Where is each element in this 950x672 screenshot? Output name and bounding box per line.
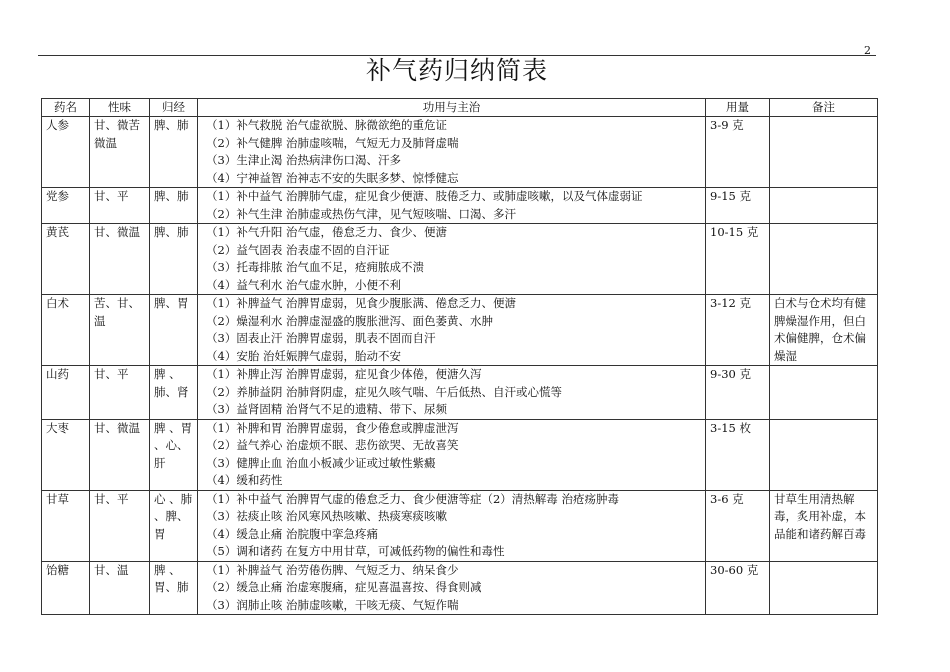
- function-line: （1）补中益气 治脾胃气虚的倦怠乏力、食少便溏等症（2）清热解毒 治疮疡肿毒: [206, 491, 619, 506]
- notes-cell: [770, 224, 878, 295]
- herb-name-cell: 人参: [42, 117, 90, 188]
- function-line: （2）燥湿利水 治脾虚湿盛的腹胀泄泻、面色萎黄、水肿: [206, 313, 493, 328]
- page-number: 2: [864, 44, 871, 57]
- herb-name-cell: 白术: [42, 295, 90, 366]
- meridian-cell: 脾 、胃、肺: [150, 561, 198, 615]
- meridian-cell: 脾、肺: [150, 117, 198, 188]
- functions-cell: [198, 366, 706, 420]
- header-taste: 性味: [90, 99, 150, 117]
- function-line: （5）调和诸药 在复方中用甘草，可减低药物的偏性和毒性: [206, 544, 505, 558]
- functions-cell: [198, 117, 706, 188]
- function-line: （4）缓急止痛 治脘腹中挛急疼痛: [206, 526, 378, 541]
- function-line: （3）润肺止咳 治肺虚咳嗽，干咳无痰、气短作喘: [206, 597, 459, 612]
- header-meridian: 归经: [150, 99, 198, 117]
- function-line: （1）补脾益气 治脾胃虚弱，见食少腹胀满、倦怠乏力、便溏: [206, 296, 516, 310]
- table-row: [42, 490, 878, 561]
- notes-cell: [770, 188, 878, 224]
- function-line: （2）益气固表 治表虚不固的自汗证: [206, 242, 390, 257]
- table-row: [42, 419, 878, 490]
- meridian-cell: 脾、肺: [150, 188, 198, 224]
- function-line: （4）益气利水 治气虚水肿，小便不利: [206, 277, 401, 292]
- function-line: （2）益气养心 治虚烦不眠、悲伤欲哭、无故喜笑: [206, 438, 459, 452]
- taste-cell: 苦、甘、温: [90, 295, 150, 366]
- function-line: （1）补脾和胃 治脾胃虚弱，食少倦怠或脾虚泄泻: [206, 420, 459, 435]
- functions-cell: [198, 295, 706, 366]
- meridian-cell: 脾 、肺、肾: [150, 366, 198, 420]
- header-name: 药名: [42, 99, 90, 117]
- dosage-cell: 30-60 克: [706, 561, 770, 615]
- function-line: （2）补气生津 治肺虚或热伤气津，见气短咳喘、口渴、多汗: [206, 206, 516, 221]
- function-line: （3）祛痰止咳 治风寒风热咳嗽、热痰寒痰咳嗽: [206, 509, 447, 523]
- function-line: （3）生津止渴 治热病津伤口渴、汗多: [206, 153, 401, 167]
- notes-cell: 甘草生用清热解毒，炙用补虚，本品能和诸药解百毒: [770, 490, 878, 561]
- table-row: [42, 117, 878, 188]
- meridian-cell: 脾 、胃 、心、肝: [150, 419, 198, 490]
- function-line: （3）固表止汗 治脾胃虚弱，肌表不固而自汗: [206, 331, 436, 345]
- dosage-cell: 3-6 克: [706, 490, 770, 561]
- meridian-cell: 脾、肺: [150, 224, 198, 295]
- dosage-cell: 10-15 克: [706, 224, 770, 295]
- notes-cell: [770, 419, 878, 490]
- notes-cell: [770, 366, 878, 420]
- dosage-cell: 9-30 克: [706, 366, 770, 420]
- taste-cell: 甘、温: [90, 561, 150, 615]
- herb-name-cell: 山药: [42, 366, 90, 420]
- taste-cell: 甘、平: [90, 188, 150, 224]
- herb-name-cell: 饴糖: [42, 561, 90, 615]
- functions-cell: [198, 419, 706, 490]
- function-line: （4）安胎 治妊娠脾气虚弱，胎动不安: [206, 348, 401, 363]
- herb-name-cell: 黄芪: [42, 224, 90, 295]
- herb-name-cell: 党参: [42, 188, 90, 224]
- function-line: （3）健脾止血 治血小板减少证或过敏性紫癜: [206, 455, 436, 470]
- function-line: （3）托毒排脓 治气血不足，疮痈脓成不溃: [206, 260, 424, 274]
- document-title: 补气药归纳简表: [365, 56, 548, 85]
- dosage-cell: 3-9 克: [706, 117, 770, 188]
- table-body: [42, 117, 878, 615]
- function-line: （2）缓急止痛 治虚寒腹痛，症见喜温喜按、得食则减: [206, 580, 482, 594]
- taste-cell: 甘、平: [90, 490, 150, 561]
- function-line: （2）补气健脾 治肺虚咳喘，气短无力及肺肾虚喘: [206, 135, 459, 150]
- dosage-cell: 9-15 克: [706, 188, 770, 224]
- header-functions: 功用与主治: [198, 99, 706, 117]
- table-row: [42, 188, 878, 224]
- notes-cell: [770, 117, 878, 188]
- function-line: （1）补中益气 治脾肺气虚，症见食少便溏、肢倦乏力、或肺虚咳嗽，以及气体虚弱证: [206, 189, 643, 203]
- herb-name-cell: 大枣: [42, 419, 90, 490]
- functions-cell: [198, 561, 706, 615]
- taste-cell: 甘、微苦微温: [90, 117, 150, 188]
- functions-cell: [198, 224, 706, 295]
- taste-cell: 甘、微温: [90, 419, 150, 490]
- functions-cell: [198, 490, 706, 561]
- function-line: （1）补脾益气 治劳倦伤脾、气短乏力、纳呆食少: [206, 562, 459, 577]
- meridian-cell: 心 、肺 、脾、胃: [150, 490, 198, 561]
- header-notes: 备注: [770, 99, 878, 117]
- table-row: [42, 366, 878, 420]
- function-line: （2）养肺益阴 治肺肾阴虚，症见久咳气喘、午后低热、自汗或心慌等: [206, 384, 562, 399]
- function-line: （4）宁神益智 治神志不安的失眠多梦、惊悸健忘: [206, 170, 459, 185]
- function-line: （3）益肾固精 治肾气不足的遗精、带下、尿频: [206, 402, 447, 416]
- header-dosage: 用量: [706, 99, 770, 117]
- table-header-row: [42, 99, 878, 117]
- function-line: （1）补气救脱 治气虚欲脱、脉微欲绝的重危证: [206, 118, 447, 132]
- notes-cell: 白术与仓术均有健脾燥湿作用，但白术偏健脾，仓术偏燥湿: [770, 295, 878, 366]
- function-line: （1）补脾止泻 治脾胃虚弱，症见食少体倦，便溏久泻: [206, 367, 482, 381]
- taste-cell: 甘、微温: [90, 224, 150, 295]
- table-row: [42, 295, 878, 366]
- herb-name-cell: 甘草: [42, 490, 90, 561]
- meridian-cell: 脾、胃: [150, 295, 198, 366]
- notes-cell: [770, 561, 878, 615]
- table-row: [42, 561, 878, 615]
- functions-cell: [198, 188, 706, 224]
- table-row: [42, 224, 878, 295]
- function-line: （4）缓和药性: [206, 473, 283, 487]
- dosage-cell: 3-15 枚: [706, 419, 770, 490]
- function-line: （1）补气升阳 治气虚，倦怠乏力、食少、便溏: [206, 225, 447, 239]
- taste-cell: 甘、平: [90, 366, 150, 420]
- dosage-cell: 3-12 克: [706, 295, 770, 366]
- herb-summary-table: [41, 98, 878, 615]
